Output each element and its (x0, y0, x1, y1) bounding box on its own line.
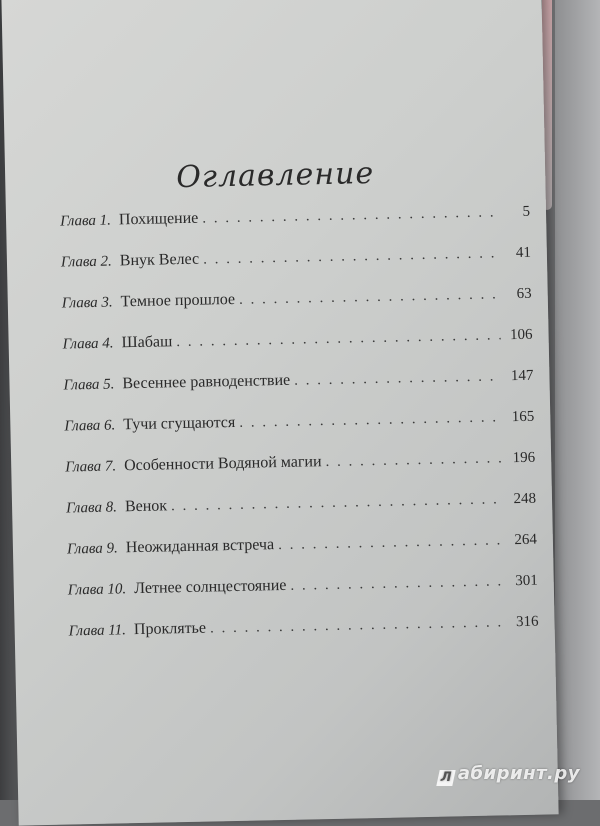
chapter-number: Глава 4. (62, 335, 114, 353)
chapter-number: Глава 9. (66, 540, 119, 558)
chapter-title: Проклятье (133, 619, 207, 639)
page-number: 264 (514, 531, 538, 549)
chapter-number: Глава 2. (60, 253, 113, 271)
chapter-number: Глава 7. (65, 458, 117, 476)
page-number: 106 (509, 326, 533, 344)
chapter-number: Глава 11. (68, 622, 127, 640)
page-number: 165 (511, 408, 535, 426)
chapter-title: Похищение (118, 209, 199, 229)
dot-leader (202, 204, 498, 227)
page-number: 41 (515, 244, 532, 262)
page-number: 316 (515, 613, 539, 631)
chapter-number: Глава 10. (67, 581, 127, 599)
page-number: 301 (515, 572, 538, 590)
book-page (1, 0, 558, 826)
chapter-title: Венок (124, 497, 168, 516)
chapter-title: Неожиданная встреча (125, 536, 275, 557)
dot-leader (278, 532, 505, 554)
dot-leader (239, 286, 500, 308)
chapter-number: Глава 1. (59, 212, 112, 230)
chapter-number: Глава 5. (63, 376, 115, 394)
dot-leader (239, 409, 502, 432)
show-through-text (215, 637, 417, 761)
dot-leader (294, 368, 502, 389)
chapter-title: Внук Велес (119, 250, 200, 270)
chapter-number: Глава 6. (64, 417, 116, 435)
chapter-title: Тучи сгущаются (123, 413, 236, 434)
chapter-number: Глава 3. (61, 294, 113, 312)
page-number: 248 (513, 490, 537, 508)
chapter-title: Шабаш (121, 333, 173, 352)
labirint-logo-icon: Л (436, 770, 455, 786)
dot-leader (210, 614, 507, 637)
page-number: 196 (512, 449, 536, 467)
table-of-contents (60, 203, 539, 664)
dot-leader (203, 245, 499, 268)
background-right (555, 0, 600, 800)
chapter-title: Летнее солнцестояние (134, 576, 287, 598)
page-number: 63 (516, 285, 532, 303)
watermark-text: абиринт.ру (457, 763, 580, 784)
page-number: 147 (510, 367, 534, 385)
page-number: 5 (522, 203, 531, 220)
chapter-title: Темное прошлое (120, 290, 236, 311)
chapter-title: Особенности Водяной магии (123, 453, 322, 475)
site-watermark (438, 763, 580, 786)
page-title: Оглавление (175, 155, 375, 196)
dot-leader (325, 450, 503, 471)
dot-leader (290, 573, 506, 595)
chapter-number: Глава 8. (65, 499, 118, 517)
chapter-title: Весеннее равноденствие (122, 371, 291, 393)
